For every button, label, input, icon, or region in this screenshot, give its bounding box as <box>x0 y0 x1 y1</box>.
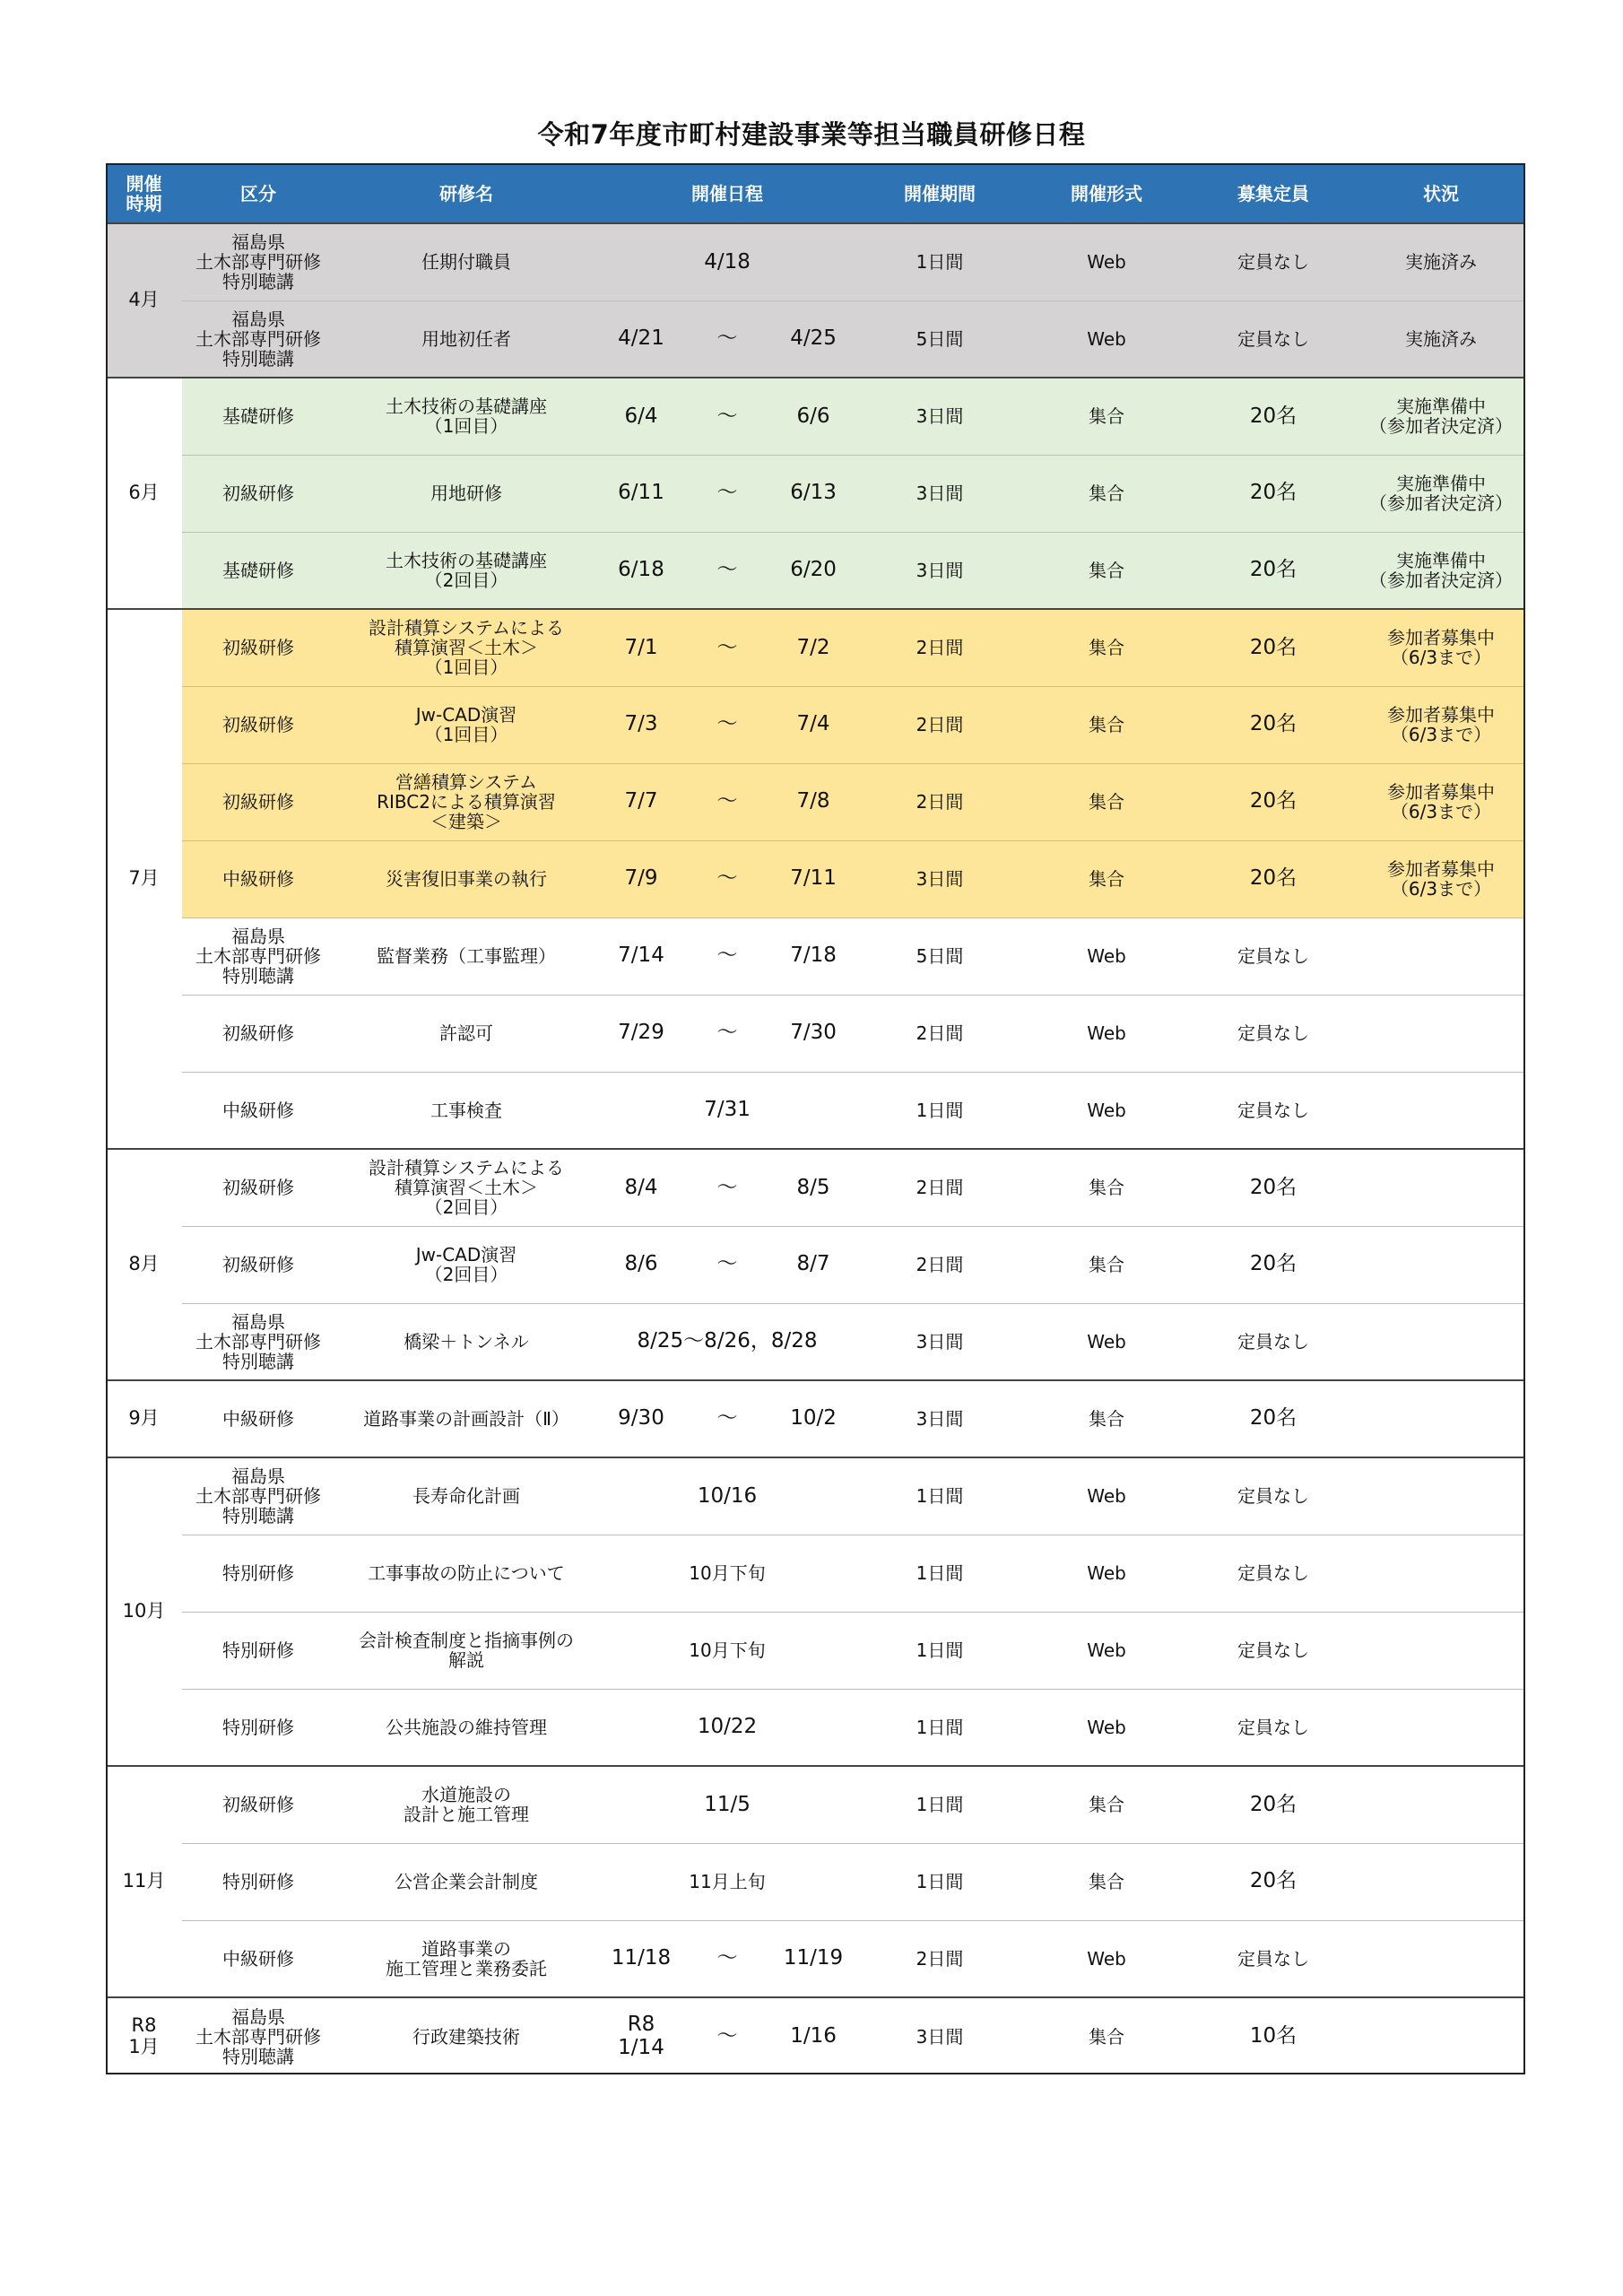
table-row <box>106 1535 1525 1612</box>
duration-cell: 3日間 <box>856 1303 1023 1380</box>
date-to-cell: 7/8 <box>770 763 856 840</box>
date-separator: ～ <box>684 918 770 995</box>
duration-cell: 2日間 <box>856 686 1023 763</box>
capacity-cell: 定員なし <box>1190 1689 1357 1766</box>
duration-cell: 3日間 <box>856 840 1023 918</box>
status-cell <box>1357 1535 1525 1612</box>
duration-cell: 1日間 <box>856 1843 1023 1920</box>
capacity-cell: 20名 <box>1190 609 1357 686</box>
month-cell: 11月 <box>106 1766 182 1997</box>
date-from-cell: 7/1 <box>598 609 684 686</box>
training-name-cell: 公共施設の維持管理 <box>334 1689 598 1766</box>
training-name-cell: 設計積算システムによる 積算演習＜土木＞ （1回目） <box>334 609 598 686</box>
status-cell: 参加者募集中 （6/3まで） <box>1357 840 1525 918</box>
header-format: 開催形式 <box>1023 164 1190 223</box>
training-name-cell: 道路事業の計画設計（Ⅱ） <box>334 1380 598 1457</box>
category-cell: 初級研修 <box>182 995 334 1072</box>
status-cell <box>1357 1920 1525 1997</box>
status-cell <box>1357 1072 1525 1149</box>
status-cell: 参加者募集中 （6/3まで） <box>1357 609 1525 686</box>
training-name-cell: 土木技術の基礎講座 （1回目） <box>334 378 598 455</box>
training-name-cell: 公営企業会計制度 <box>334 1843 598 1920</box>
status-cell <box>1357 1457 1525 1535</box>
month-cell: 4月 <box>106 223 182 378</box>
date-from-cell: 9/30 <box>598 1380 684 1457</box>
capacity-cell: 20名 <box>1190 532 1357 609</box>
table-row <box>106 1380 1525 1457</box>
date-to-cell: 1/16 <box>770 1997 856 2074</box>
date-from-cell: 4/21 <box>598 300 684 378</box>
category-cell: 初級研修 <box>182 1766 334 1843</box>
table-row <box>106 378 1525 455</box>
training-name-cell: 長寿命化計画 <box>334 1457 598 1535</box>
header-capacity: 募集定員 <box>1190 164 1357 223</box>
training-name-cell: 行政建築技術 <box>334 1997 598 2074</box>
format-cell: 集合 <box>1023 1766 1190 1843</box>
header-period: 開催 時期 <box>106 164 182 223</box>
date-separator: ～ <box>684 1226 770 1303</box>
date-separator: ～ <box>684 455 770 532</box>
category-cell: 福島県 土木部専門研修 特別聴講 <box>182 300 334 378</box>
date-separator: ～ <box>684 763 770 840</box>
duration-cell: 1日間 <box>856 1612 1023 1689</box>
date-cell: 10/16 <box>598 1457 856 1535</box>
date-to-cell: 4/25 <box>770 300 856 378</box>
duration-cell: 5日間 <box>856 300 1023 378</box>
category-cell: 福島県 土木部専門研修 特別聴講 <box>182 223 334 300</box>
date-from-cell: 7/14 <box>598 918 684 995</box>
date-to-cell: 7/4 <box>770 686 856 763</box>
duration-cell: 2日間 <box>856 1149 1023 1226</box>
capacity-cell: 定員なし <box>1190 1303 1357 1380</box>
date-from-cell: 6/18 <box>598 532 684 609</box>
table-row <box>106 763 1525 840</box>
training-name-cell: Jw-CAD演習 （2回目） <box>334 1226 598 1303</box>
training-name-cell: 工事検査 <box>334 1072 598 1149</box>
format-cell: Web <box>1023 918 1190 995</box>
capacity-cell: 20名 <box>1190 1843 1357 1920</box>
capacity-cell: 定員なし <box>1190 1072 1357 1149</box>
format-cell: 集合 <box>1023 686 1190 763</box>
status-cell: 実施準備中 （参加者決定済） <box>1357 378 1525 455</box>
date-separator: ～ <box>684 1380 770 1457</box>
category-cell: 特別研修 <box>182 1843 334 1920</box>
table-row <box>106 1612 1525 1689</box>
capacity-cell: 定員なし <box>1190 1612 1357 1689</box>
duration-cell: 3日間 <box>856 532 1023 609</box>
date-cell: 11月上旬 <box>598 1843 856 1920</box>
table-row <box>106 1689 1525 1766</box>
status-cell <box>1357 1380 1525 1457</box>
date-to-cell: 7/2 <box>770 609 856 686</box>
training-name-cell: 会計検査制度と指摘事例の 解説 <box>334 1612 598 1689</box>
format-cell: 集合 <box>1023 1226 1190 1303</box>
status-cell <box>1357 1843 1525 1920</box>
status-cell <box>1357 1997 1525 2074</box>
training-name-cell: 道路事業の 施工管理と業務委託 <box>334 1920 598 1997</box>
table-row <box>106 1457 1525 1535</box>
capacity-cell: 定員なし <box>1190 300 1357 378</box>
format-cell: 集合 <box>1023 1149 1190 1226</box>
date-cell: 8/25～8/26，8/28 <box>598 1303 856 1380</box>
header-row <box>106 164 1525 223</box>
date-separator: ～ <box>684 995 770 1072</box>
date-from-cell: R8 1/14 <box>598 1997 684 2074</box>
date-to-cell: 10/2 <box>770 1380 856 1457</box>
format-cell: Web <box>1023 1689 1190 1766</box>
duration-cell: 1日間 <box>856 1535 1023 1612</box>
status-cell <box>1357 1303 1525 1380</box>
category-cell: 中級研修 <box>182 1920 334 1997</box>
status-cell: 参加者募集中 （6/3まで） <box>1357 763 1525 840</box>
format-cell: Web <box>1023 1303 1190 1380</box>
format-cell: 集合 <box>1023 1843 1190 1920</box>
date-cell: 4/18 <box>598 223 856 300</box>
capacity-cell: 20名 <box>1190 378 1357 455</box>
category-cell: 福島県 土木部専門研修 特別聴講 <box>182 918 334 995</box>
capacity-cell: 20名 <box>1190 1766 1357 1843</box>
status-cell: 実施済み <box>1357 223 1525 300</box>
training-name-cell: 営繕積算システム RIBC2による積算演習 ＜建築＞ <box>334 763 598 840</box>
capacity-cell: 20名 <box>1190 686 1357 763</box>
capacity-cell: 定員なし <box>1190 223 1357 300</box>
date-separator: ～ <box>684 1920 770 1997</box>
table-row <box>106 455 1525 532</box>
capacity-cell: 定員なし <box>1190 918 1357 995</box>
category-cell: 初級研修 <box>182 1226 334 1303</box>
duration-cell: 3日間 <box>856 455 1023 532</box>
capacity-cell: 定員なし <box>1190 1535 1357 1612</box>
category-cell: 初級研修 <box>182 609 334 686</box>
table-row <box>106 1303 1525 1380</box>
duration-cell: 2日間 <box>856 609 1023 686</box>
table-row <box>106 918 1525 995</box>
capacity-cell: 定員なし <box>1190 995 1357 1072</box>
duration-cell: 2日間 <box>856 1226 1023 1303</box>
table-row <box>106 1072 1525 1149</box>
training-name-cell: 橋梁＋トンネル <box>334 1303 598 1380</box>
status-cell <box>1357 1689 1525 1766</box>
table-row <box>106 1843 1525 1920</box>
header-schedule: 開催日程 <box>598 164 856 223</box>
training-name-cell: 設計積算システムによる 積算演習＜土木＞ （2回目） <box>334 1149 598 1226</box>
date-to-cell: 6/6 <box>770 378 856 455</box>
table-row <box>106 609 1525 686</box>
date-from-cell: 7/7 <box>598 763 684 840</box>
status-cell: 実施準備中 （参加者決定済） <box>1357 455 1525 532</box>
training-name-cell: 用地初任者 <box>334 300 598 378</box>
capacity-cell: 定員なし <box>1190 1457 1357 1535</box>
duration-cell: 2日間 <box>856 1920 1023 1997</box>
date-from-cell: 11/18 <box>598 1920 684 1997</box>
date-cell: 7/31 <box>598 1072 856 1149</box>
date-to-cell: 7/30 <box>770 995 856 1072</box>
format-cell: 集合 <box>1023 532 1190 609</box>
format-cell: 集合 <box>1023 609 1190 686</box>
status-cell <box>1357 1612 1525 1689</box>
date-separator: ～ <box>684 840 770 918</box>
training-name-cell: 許認可 <box>334 995 598 1072</box>
capacity-cell: 20名 <box>1190 1380 1357 1457</box>
month-cell: 8月 <box>106 1149 182 1380</box>
format-cell: 集合 <box>1023 1997 1190 2074</box>
capacity-cell: 20名 <box>1190 763 1357 840</box>
category-cell: 初級研修 <box>182 1149 334 1226</box>
duration-cell: 1日間 <box>856 223 1023 300</box>
date-separator: ～ <box>684 1149 770 1226</box>
duration-cell: 3日間 <box>856 378 1023 455</box>
header-category: 区分 <box>182 164 334 223</box>
training-name-cell: Jw-CAD演習 （1回目） <box>334 686 598 763</box>
category-cell: 基礎研修 <box>182 378 334 455</box>
date-to-cell: 11/19 <box>770 1920 856 1997</box>
date-separator: ～ <box>684 686 770 763</box>
category-cell: 中級研修 <box>182 1072 334 1149</box>
date-cell: 11/5 <box>598 1766 856 1843</box>
date-separator: ～ <box>684 300 770 378</box>
capacity-cell: 20名 <box>1190 1226 1357 1303</box>
training-schedule-table <box>106 163 1525 2074</box>
header-name: 研修名 <box>334 164 598 223</box>
duration-cell: 2日間 <box>856 995 1023 1072</box>
month-cell: R8 1月 <box>106 1997 182 2074</box>
date-cell: 10/22 <box>598 1689 856 1766</box>
duration-cell: 2日間 <box>856 763 1023 840</box>
category-cell: 初級研修 <box>182 455 334 532</box>
date-separator: ～ <box>684 532 770 609</box>
date-from-cell: 7/9 <box>598 840 684 918</box>
header-duration: 開催期間 <box>856 164 1023 223</box>
table-row <box>106 686 1525 763</box>
document-title: 令和7年度市町村建設事業等担当職員研修日程 <box>537 119 1086 150</box>
table-row <box>106 1997 1525 2074</box>
format-cell: 集合 <box>1023 763 1190 840</box>
format-cell: 集合 <box>1023 1380 1190 1457</box>
duration-cell: 1日間 <box>856 1457 1023 1535</box>
category-cell: 中級研修 <box>182 1380 334 1457</box>
date-separator: ～ <box>684 609 770 686</box>
status-cell <box>1357 995 1525 1072</box>
duration-cell: 1日間 <box>856 1766 1023 1843</box>
date-from-cell: 6/11 <box>598 455 684 532</box>
format-cell: 集合 <box>1023 840 1190 918</box>
table-row <box>106 995 1525 1072</box>
status-cell <box>1357 918 1525 995</box>
capacity-cell: 20名 <box>1190 840 1357 918</box>
format-cell: Web <box>1023 223 1190 300</box>
duration-cell: 5日間 <box>856 918 1023 995</box>
category-cell: 特別研修 <box>182 1689 334 1766</box>
status-cell <box>1357 1226 1525 1303</box>
training-name-cell: 用地研修 <box>334 455 598 532</box>
category-cell: 初級研修 <box>182 686 334 763</box>
status-cell <box>1357 1766 1525 1843</box>
date-from-cell: 6/4 <box>598 378 684 455</box>
capacity-cell: 20名 <box>1190 455 1357 532</box>
format-cell: Web <box>1023 1920 1190 1997</box>
format-cell: Web <box>1023 1072 1190 1149</box>
month-cell: 7月 <box>106 609 182 1149</box>
header-status: 状況 <box>1357 164 1525 223</box>
capacity-cell: 20名 <box>1190 1149 1357 1226</box>
table-row <box>106 1149 1525 1226</box>
category-cell: 中級研修 <box>182 840 334 918</box>
format-cell: Web <box>1023 1457 1190 1535</box>
date-to-cell: 7/18 <box>770 918 856 995</box>
training-name-cell: 工事事故の防止について <box>334 1535 598 1612</box>
category-cell: 特別研修 <box>182 1612 334 1689</box>
format-cell: 集合 <box>1023 378 1190 455</box>
table-row <box>106 840 1525 918</box>
category-cell: 福島県 土木部専門研修 特別聴講 <box>182 1303 334 1380</box>
format-cell: 集合 <box>1023 455 1190 532</box>
date-cell: 10月下旬 <box>598 1612 856 1689</box>
duration-cell: 1日間 <box>856 1689 1023 1766</box>
month-cell: 9月 <box>106 1380 182 1457</box>
category-cell: 初級研修 <box>182 763 334 840</box>
format-cell: Web <box>1023 995 1190 1072</box>
training-name-cell: 水道施設の 設計と施工管理 <box>334 1766 598 1843</box>
date-separator: ～ <box>684 1997 770 2074</box>
category-cell: 特別研修 <box>182 1535 334 1612</box>
training-name-cell: 監督業務（工事監理） <box>334 918 598 995</box>
month-cell: 10月 <box>106 1457 182 1766</box>
duration-cell: 3日間 <box>856 1380 1023 1457</box>
date-from-cell: 8/4 <box>598 1149 684 1226</box>
date-to-cell: 8/7 <box>770 1226 856 1303</box>
date-cell: 10月下旬 <box>598 1535 856 1612</box>
date-from-cell: 7/3 <box>598 686 684 763</box>
duration-cell: 3日間 <box>856 1997 1023 2074</box>
table-row <box>106 1226 1525 1303</box>
status-cell: 実施済み <box>1357 300 1525 378</box>
table-row <box>106 1920 1525 1997</box>
training-name-cell: 土木技術の基礎講座 （2回目） <box>334 532 598 609</box>
training-name-cell: 任期付職員 <box>334 223 598 300</box>
status-cell <box>1357 1149 1525 1226</box>
date-to-cell: 8/5 <box>770 1149 856 1226</box>
format-cell: Web <box>1023 1535 1190 1612</box>
status-cell: 参加者募集中 （6/3まで） <box>1357 686 1525 763</box>
date-to-cell: 6/20 <box>770 532 856 609</box>
table-row <box>106 532 1525 609</box>
date-from-cell: 7/29 <box>598 995 684 1072</box>
format-cell: Web <box>1023 1612 1190 1689</box>
date-to-cell: 6/13 <box>770 455 856 532</box>
training-name-cell: 災害復旧事業の執行 <box>334 840 598 918</box>
status-cell: 実施準備中 （参加者決定済） <box>1357 532 1525 609</box>
table-row <box>106 1766 1525 1843</box>
category-cell: 福島県 土木部専門研修 特別聴講 <box>182 1457 334 1535</box>
table-row <box>106 223 1525 300</box>
category-cell: 基礎研修 <box>182 532 334 609</box>
capacity-cell: 10名 <box>1190 1997 1357 2074</box>
month-cell: 6月 <box>106 378 182 609</box>
date-from-cell: 8/6 <box>598 1226 684 1303</box>
table-row <box>106 300 1525 378</box>
date-to-cell: 7/11 <box>770 840 856 918</box>
capacity-cell: 定員なし <box>1190 1920 1357 1997</box>
format-cell: Web <box>1023 300 1190 378</box>
category-cell: 福島県 土木部専門研修 特別聴講 <box>182 1997 334 2074</box>
date-separator: ～ <box>684 378 770 455</box>
duration-cell: 1日間 <box>856 1072 1023 1149</box>
